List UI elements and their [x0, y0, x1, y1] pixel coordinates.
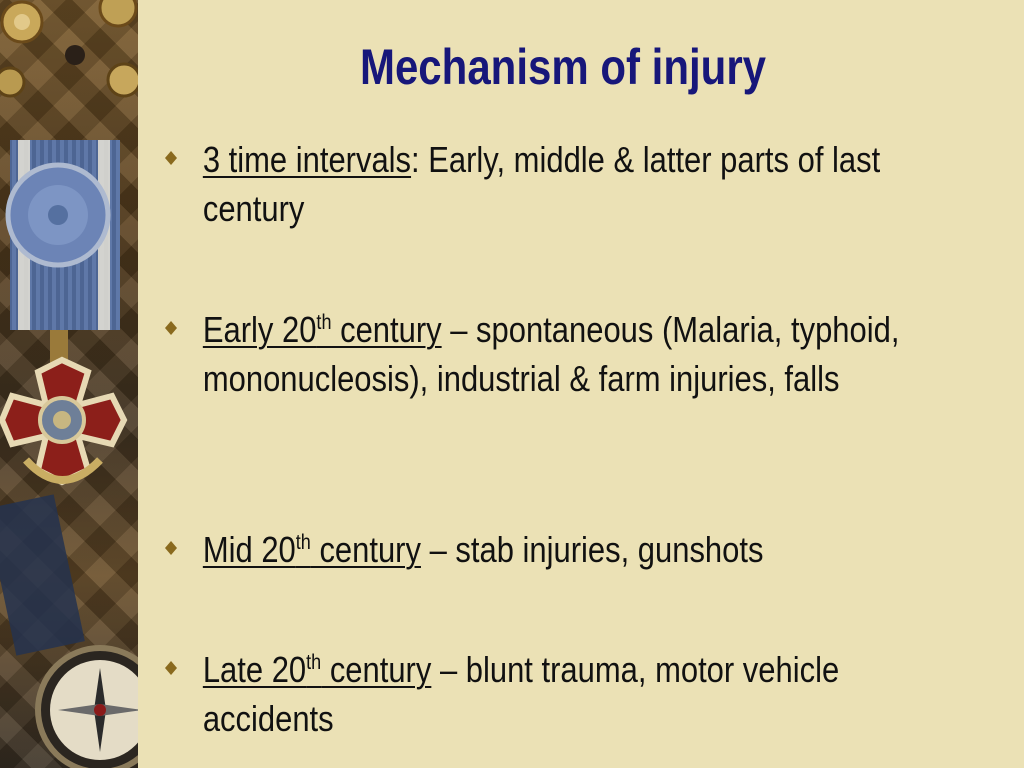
cross-medal-icon	[2, 330, 124, 482]
bullet-item	[165, 645, 879, 743]
bullet-item	[165, 525, 879, 574]
bullet-body: : Early, middle & latter parts of last century	[202, 139, 881, 229]
ordinal-suffix: th	[316, 311, 332, 334]
heading-text: Early 20	[202, 309, 317, 350]
medal-collage-graphic	[0, 0, 138, 768]
diamond-icon	[165, 321, 177, 335]
diamond-icon	[165, 661, 177, 675]
bullet-text	[203, 525, 960, 574]
heading-text: Late 20	[202, 649, 307, 690]
heading-text: century	[310, 529, 421, 570]
diamond-icon	[165, 151, 177, 165]
medal-ribbon-icon	[8, 140, 120, 330]
bullet-item	[165, 305, 900, 403]
slide-title: Mechanism of injury	[359, 39, 767, 95]
heading-text: century	[321, 649, 432, 690]
heading-text: Mid 20	[202, 529, 296, 570]
bullet-body: – blunt trauma, motor vehicle accidents	[202, 649, 840, 739]
compass-icon	[38, 648, 138, 768]
heading-text: century	[331, 309, 442, 350]
bullet-heading	[203, 649, 432, 690]
bullet-text	[203, 305, 960, 403]
ordinal-suffix: th	[306, 651, 322, 674]
bullet-text	[203, 135, 960, 233]
bullet-heading	[203, 309, 442, 350]
ordinal-suffix: th	[295, 531, 311, 554]
diamond-icon	[165, 541, 177, 555]
bullet-body: – stab injuries, gunshots	[420, 529, 764, 570]
bullet-heading: 3 time intervals	[202, 139, 412, 180]
bullet-body: – spontaneous (Malaria, typhoid, mononucleosis), industrial & farm injuries, falls	[202, 309, 900, 399]
button-icon	[0, 0, 138, 96]
bullet-item	[165, 135, 879, 233]
decorative-side-image	[0, 0, 138, 768]
bullet-text	[203, 645, 960, 743]
bullet-heading	[203, 529, 421, 570]
